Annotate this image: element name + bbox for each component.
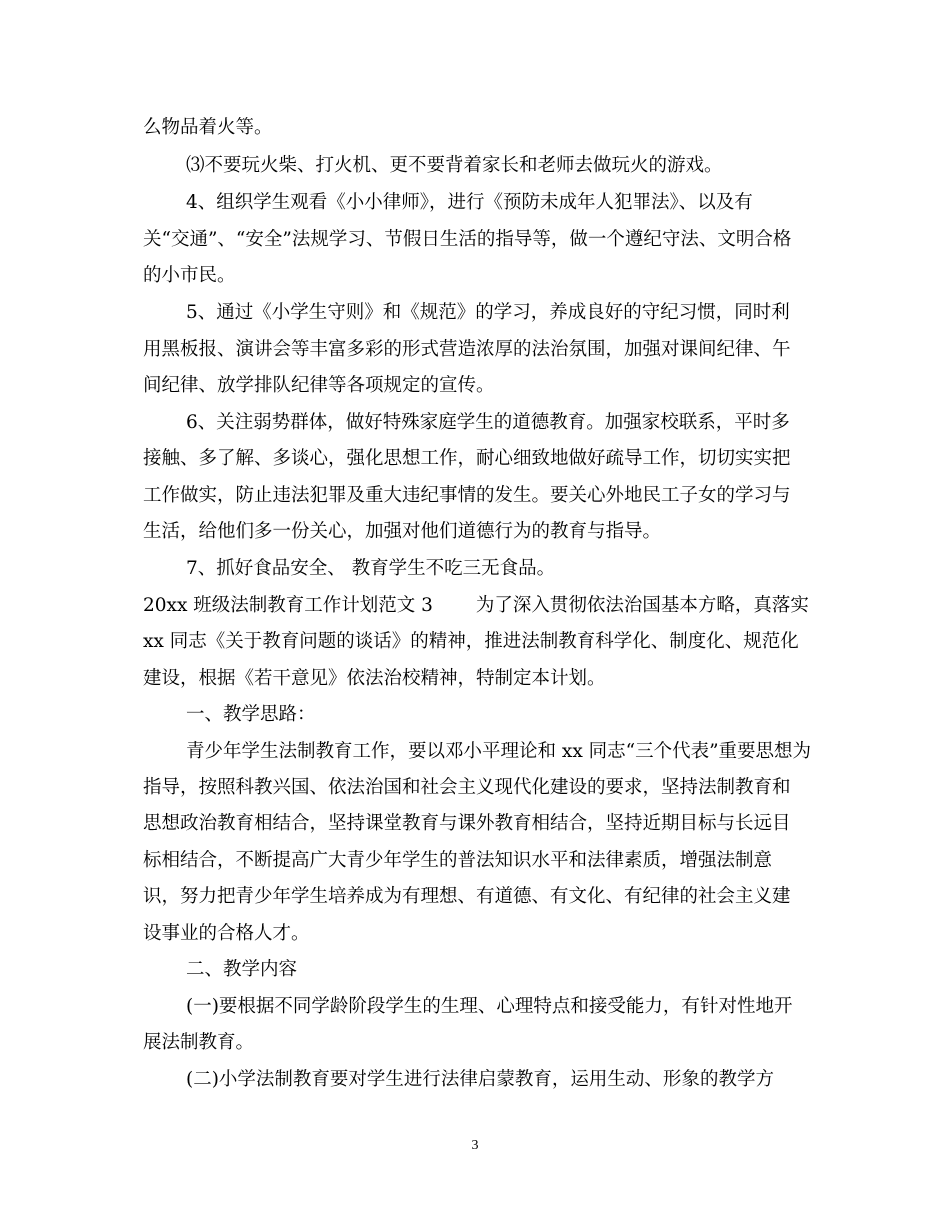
text-line: 青少年学生法制教育工作，要以邓小平理论和 xx 同志“三个代表”重要思想为 <box>186 741 812 762</box>
text-line: 么物品着火等。 <box>143 117 273 138</box>
text-line: 生活，给他们多一份关心，加强对他们道德行为的教育与指导。 <box>143 521 662 542</box>
text-line: 标相结合，不断提高广大青少年学生的普法知识水平和法律素质，增强法制意 <box>143 850 773 871</box>
text-line: 指导，按照科教兴国、依法治国和社会主义现代化建设的要求，坚持法制教育和 <box>143 777 791 798</box>
text-line: 6、关注弱势群体，做好特殊家庭学生的道德教育。加强家校联系，平时多 <box>186 412 790 433</box>
text-line: 的小市民。 <box>143 265 236 286</box>
text-line: 识，努力把青少年学生培养成为有理想、有道德、有文化、有纪律的社会主义建 <box>143 886 791 907</box>
text-line: 关“交通”、“安全”法规学习、节假日生活的指导等，做一个遵纪守法、文明合格 <box>143 229 792 250</box>
text-line: 思想政治教育相结合，坚持课堂教育与课外教育相结合，坚持近期目标与长远目 <box>143 813 791 834</box>
section-heading: 一、教学思路： <box>186 704 316 725</box>
text-line: (一)要根据不同学龄阶段学生的生理、心理特点和接受能力，有针对性地开 <box>186 996 793 1017</box>
text-line: 5、通过《小学生守则》和《规范》的学习，养成良好的守纪习惯，同时利 <box>186 302 790 323</box>
text-line: ⑶不要玩火柴、打火机、更不要背着家长和老师去做玩火的游戏。 <box>186 155 723 176</box>
section-heading: 二、教学内容 <box>186 959 298 980</box>
text-line: 20xx 班级法制教育工作计划范文 3 为了深入贯彻依法治国基本方略，真落实 <box>143 595 809 616</box>
page-number: 3 <box>471 1138 479 1153</box>
text-line: 建设，根据《若干意见》依法治校精神，特制定本计划。 <box>143 668 606 689</box>
text-line: (二)小学法制教育要对学生进行法律启蒙教育，运用生动、形象的教学方 <box>186 1069 774 1090</box>
text-line: 用黑板报、演讲会等丰富多彩的形式营造浓厚的法治氛围，加强对课间纪律、午 <box>143 339 791 360</box>
text-line: 工作做实，防止违法犯罪及重大违纪事情的发生。要关心外地民工子女的学习与 <box>143 485 791 506</box>
text-line: 4、组织学生观看《小小律师》，进行《预防未成年人犯罪法》、以及有 <box>186 192 753 213</box>
text-line: 7、抓好食品安全、 教育学生不吃三无食品。 <box>186 558 556 579</box>
text-line: 设事业的合格人才。 <box>143 923 310 944</box>
text-line: xx 同志《关于教育问题的谈话》的精神，推进法制教育科学化、制度化、规范化 <box>143 631 799 652</box>
text-line: 接触、多了解、多谈心，强化思想工作，耐心细致地做好疏导工作，切切实实把 <box>143 448 791 469</box>
text-line: 间纪律、放学排队纪律等各项规定的宣传。 <box>143 375 495 396</box>
text-line: 展法制教育。 <box>143 1032 255 1053</box>
